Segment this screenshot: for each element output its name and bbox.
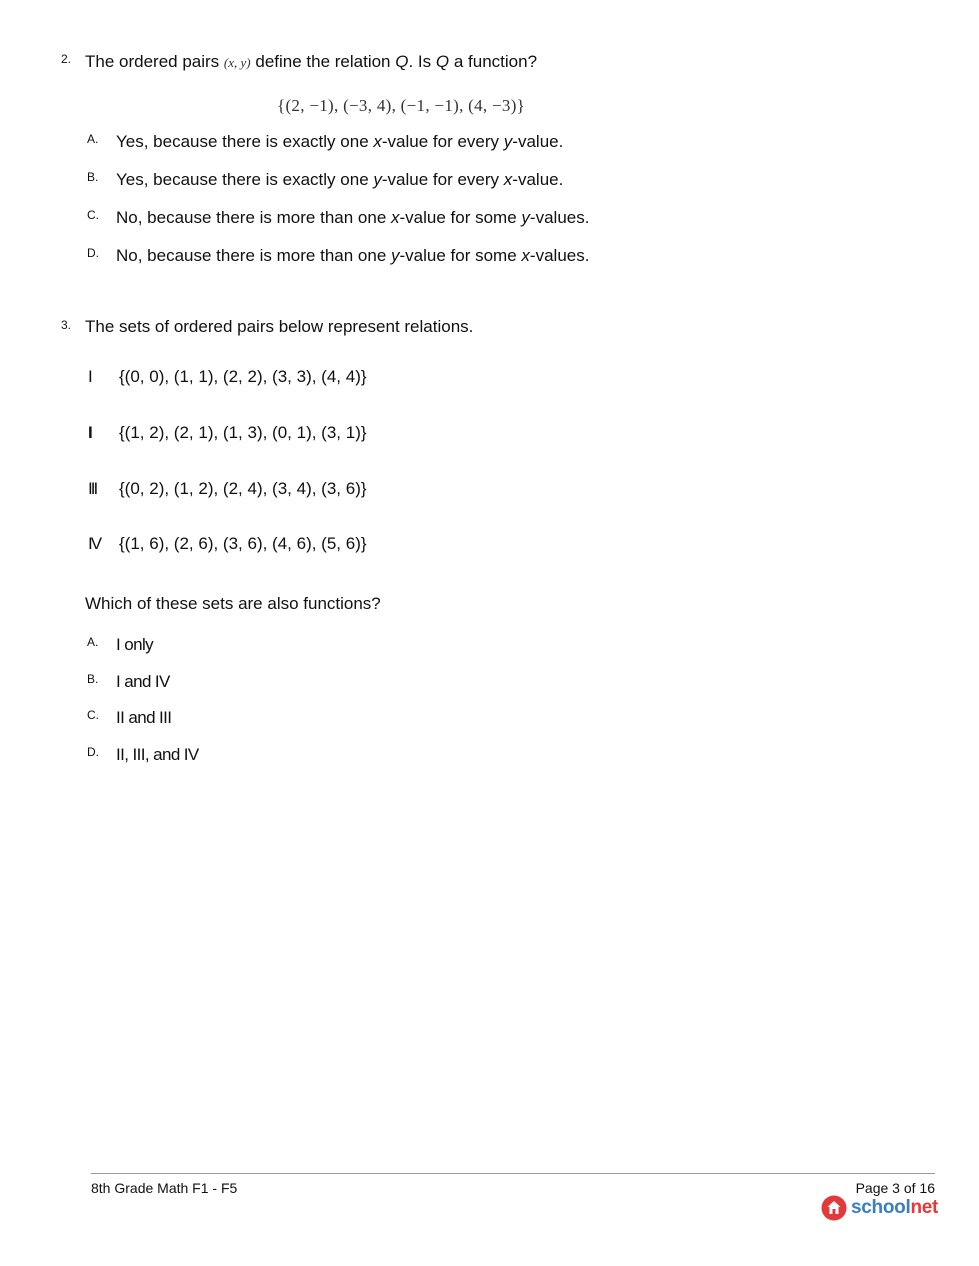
answer-choice-d[interactable] [116,246,589,266]
relation-variable: Q [395,52,409,71]
question-3-prompt: Which of these sets are also functions? [85,594,381,613]
stem-text: a function? [453,52,538,71]
math-variable: y [391,246,400,265]
choice-text: No, because there is more than one [116,246,387,265]
schoolnet-logo [821,1195,938,1221]
choice-text: -value for some [399,208,517,227]
choice-text: -value. [512,132,564,151]
choice-text: -value. [512,170,564,189]
choice-text: -values. [529,246,590,265]
page-number: Page 3 of 16 [855,1180,935,1196]
logo-text-school: school [851,1197,911,1218]
math-variable: y [373,170,382,189]
choice-text: -value for some [399,246,517,265]
math-variable: y [521,208,530,227]
math-variable: y [503,132,513,151]
stem-text: define the relation [255,52,391,71]
house-icon [821,1195,847,1221]
math-variable: x [503,170,513,189]
math-variable: x [373,132,382,151]
answer-choice-b[interactable]: I and IV [116,672,170,691]
answer-choice-c[interactable]: II and III [116,708,172,727]
footer-divider [91,1173,935,1174]
relation-set-iii: {(0, 2), (1, 2), (2, 4), (3, 4), (3, 6)} [119,479,367,498]
answer-choice-d[interactable]: II, III, and IV [116,745,199,764]
choice-text: -value for every [381,170,500,189]
choice-letter: D. [87,745,99,759]
roman-numeral-ii: I [88,423,93,442]
relation-variable: Q [435,52,450,71]
question-2-stem [85,52,537,73]
answer-choice-a[interactable] [116,132,563,152]
stem-text: . Is [408,52,432,71]
choice-letter: C. [87,208,99,222]
question-3-stem: The sets of ordered pairs below represent relations. [85,317,474,336]
answer-choice-a[interactable]: I only [116,635,154,654]
inline-math-pair: (x, y) [223,55,251,70]
roman-numeral-i: I [88,367,93,386]
relation-set-i: {(0, 0), (1, 1), (2, 2), (3, 3), (4, 4)} [119,367,367,386]
choice-letter: C. [87,708,99,722]
math-variable: x [391,208,400,227]
logo-text-net: net [910,1197,939,1218]
choice-text: Yes, because there is exactly one [116,170,369,189]
math-variable: x [521,246,530,265]
choice-letter: D. [87,246,99,260]
relation-set-ii: {(1, 2), (2, 1), (1, 3), (0, 1), (3, 1)} [119,423,367,442]
roman-numeral-iii: III [88,479,97,498]
answer-choice-c[interactable] [116,208,589,228]
choice-text: No, because there is more than one [116,208,387,227]
choice-text: -values. [529,208,590,227]
roman-numeral-iv: IV [88,534,101,553]
relation-set-iv: {(1, 6), (2, 6), (3, 6), (4, 6), (5, 6)} [119,534,367,553]
question-3-number: 3. [61,318,72,332]
footer-title: 8th Grade Math F1 - F5 [91,1180,238,1196]
choice-text: -value for every [381,132,500,151]
question-2-number: 2. [61,52,72,66]
choice-letter: A. [87,132,99,146]
relation-set-expression: {(2, −1), (−3, 4), (−1, −1), (4, −3)} [277,96,526,115]
choice-letter: A. [87,635,99,649]
choice-letter: B. [87,672,99,686]
logo-wordmark [851,1197,938,1219]
choice-text: Yes, because there is exactly one [116,132,369,151]
stem-text: The ordered pairs [85,52,220,71]
answer-choice-b[interactable] [116,170,563,190]
choice-letter: B. [87,170,99,184]
